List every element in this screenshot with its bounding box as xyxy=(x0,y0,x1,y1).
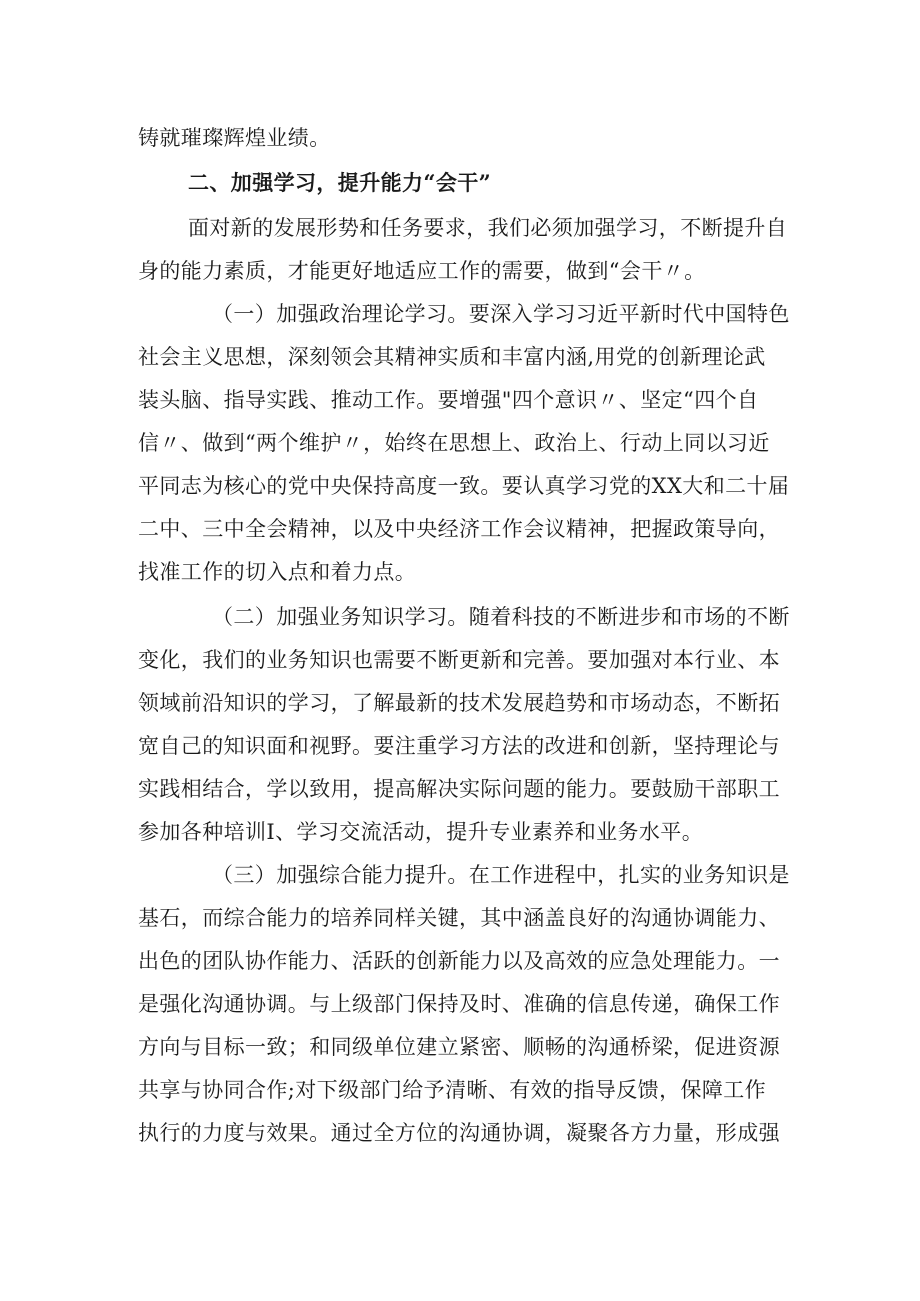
subsection-2-line-4: 宽自己的知识面和视野。要注重学习方法的改进和创新，坚持理论与 xyxy=(138,734,780,758)
subsection-1-line-5: 平同志为核心的党中央保持高度一致。要认真学习党的XX大和二十届 xyxy=(138,474,790,498)
subsection-1-line-1: （一）加强政治理论学习。要深入学习习近平新时代中国特色 xyxy=(212,302,790,326)
text-line-1: 铸就璀璨辉煌业绩。 xyxy=(138,126,331,150)
subsection-2-line-2: 变化，我们的业务知识也需要不断更新和完善。要加强对本行业、本 xyxy=(138,648,780,672)
subsection-1-line-2: 社会主义思想，深刻领会其精神实质和丰富内涵,用党的创新理论武 xyxy=(138,345,766,369)
subsection-3-line-2: 基石，而综合能力的培养同样关键，其中涵盖良好的沟通协调能力、 xyxy=(138,906,780,930)
subsection-2-line-1: （二）加强业务知识学习。随着科技的不断进步和市场的不断 xyxy=(212,605,790,629)
subsection-3-line-5: 方向与目标一致；和同级单位建立紧密、顺畅的沟通桥梁，促进资源 xyxy=(138,1035,780,1059)
section-heading: 二、加强学习，提升能力“会干” xyxy=(188,170,492,195)
subsection-1-line-4: 信〃、做到“两个维护〃，始终在思想上、政治上、行动上同以习近 xyxy=(138,431,770,455)
subsection-3-line-4: 是强化沟通协调。与上级部门保持及时、准确的信息传递，确保工作 xyxy=(138,992,780,1016)
subsection-1-line-7: 找准工作的切入点和着力点。 xyxy=(138,560,417,584)
subsection-3-line-6: 共享与协同合作;对下级部门给予清晰、有效的指导反馈，保障工作 xyxy=(138,1078,767,1102)
subsection-2-line-6: 参加各种培训I、学习交流活动，提升专业素养和业务水平。 xyxy=(138,820,704,844)
subsection-2-line-5: 实践相结合，学以致用，提高解决实际问题的能力。要鼓励干部职工 xyxy=(138,777,780,801)
subsection-3-line-1: （三）加强综合能力提升。在工作进程中，扎实的业务知识是 xyxy=(212,863,790,887)
subsection-1-line-3: 装头脑、指导实践、推动工作。要增强"四个意识〃、坚定“四个自 xyxy=(138,388,759,412)
subsection-3-line-7: 执行的力度与效果。通过全方位的沟通协调，凝聚各方力量，形成强 xyxy=(138,1121,780,1145)
subsection-1-line-6: 二中、三中全会精神，以及中央经济工作会议精神，把握政策导向， xyxy=(138,517,780,541)
subsection-2-line-3: 领域前沿知识的学习，了解最新的技术发展趋势和市场动态，不断拓 xyxy=(138,691,780,715)
text-line-3: 面对新的发展形势和任务要求，我们必须加强学习，不断提升自 xyxy=(188,216,788,240)
text-line-4: 身的能力素质，才能更好地适应工作的需要，做到“会干〃。 xyxy=(138,259,706,283)
subsection-3-line-3: 出色的团队协作能力、活跃的创新能力以及高效的应急处理能力。一 xyxy=(138,949,780,973)
